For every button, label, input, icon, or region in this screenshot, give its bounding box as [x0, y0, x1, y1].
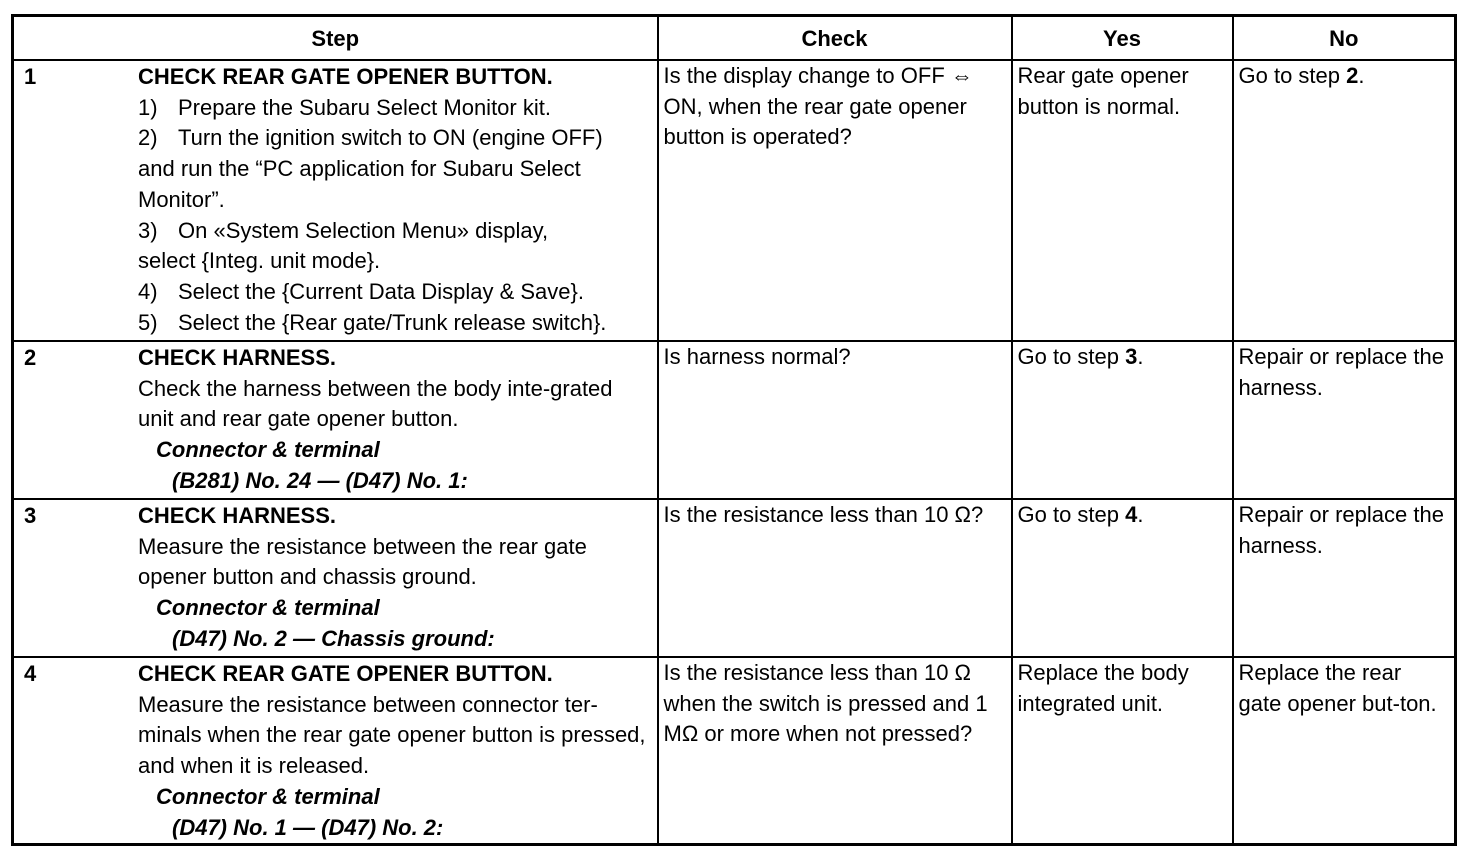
- step-title: CHECK REAR GATE OPENER BUTTON.: [138, 64, 553, 89]
- step-description: Check the harness between the body inte-grated unit and rear gate opener button.: [138, 375, 613, 432]
- goto-step-link: 3: [1125, 344, 1138, 369]
- step-instruction-cont: and run the “PC application for Subaru Select Monitor”.: [138, 156, 581, 212]
- step-title: CHECK HARNESS.: [138, 503, 337, 528]
- check-cell: Is the resistance less than 10 Ω?: [658, 499, 1012, 657]
- no-cell: Replace the rear gate opener but-ton.: [1233, 657, 1456, 845]
- yes-cell: Go to step 4.: [1012, 499, 1233, 657]
- header-no: No: [1233, 16, 1456, 61]
- header-yes: Yes: [1012, 16, 1233, 61]
- step-instruction: 4) Select the {Current Data Display & Save}.: [138, 278, 584, 304]
- no-cell: Go to step 2.: [1233, 60, 1456, 341]
- no-cell: Repair or replace the harness.: [1233, 341, 1456, 499]
- connector-value: (D47) No. 2 — Chassis ground:: [172, 625, 495, 651]
- check-cell: Is harness normal?: [658, 341, 1012, 499]
- step-number: 3: [24, 503, 37, 528]
- table-row: [13, 341, 1456, 499]
- step-instruction: 2) Turn the ignition switch to ON (engine OFF): [138, 125, 603, 151]
- table-header-row: [13, 16, 1456, 61]
- connector-label: Connector & terminal: [156, 437, 380, 463]
- step-description: Measure the resistance between the rear gate opener button and chassis ground.: [138, 533, 587, 590]
- header-check: Check: [658, 16, 1012, 61]
- step-cell: [13, 657, 658, 845]
- connector-value: (B281) No. 24 — (D47) No. 1:: [172, 467, 468, 493]
- step-cell: [13, 341, 658, 499]
- step-number: 2: [24, 345, 37, 370]
- step-instruction: 1) Prepare the Subaru Select Monitor kit.: [138, 94, 551, 120]
- step-number: 4: [24, 661, 37, 686]
- diagnostic-table: [11, 14, 1457, 846]
- connector-label: Connector & terminal: [156, 783, 380, 809]
- table-row: [13, 60, 1456, 341]
- table-row: [13, 657, 1456, 845]
- connector-value: (D47) No. 1 — (D47) No. 2:: [172, 814, 444, 840]
- table-row: [13, 499, 1456, 657]
- yes-cell: Replace the body integrated unit.: [1012, 657, 1233, 845]
- yes-cell: Rear gate opener button is normal.: [1012, 60, 1233, 341]
- check-cell: Is the display change to OFF ⇔ ON, when the rear gate opener button is operated?: [658, 60, 1012, 341]
- goto-step-link: 4: [1125, 502, 1138, 527]
- step-cell: [13, 60, 658, 341]
- connector-label: Connector & terminal: [156, 595, 380, 621]
- step-instruction-cont: select {Integ. unit mode}.: [138, 248, 381, 274]
- step-description: Measure the resistance between connector ter-minals when the rear gate opener button is pressed, and when it is released.: [138, 691, 646, 779]
- goto-step-link: 2: [1346, 63, 1359, 88]
- step-instruction: 5) Select the {Rear gate/Trunk release switch}.: [138, 309, 607, 335]
- step-title: CHECK HARNESS.: [138, 345, 337, 370]
- step-instruction: 3) On «System Selection Menu» display,: [138, 217, 549, 243]
- step-number: 1: [24, 64, 37, 89]
- check-cell: Is the resistance less than 10 Ω when the switch is pressed and 1 MΩ or more when not pressed?: [658, 657, 1012, 845]
- no-cell: Repair or replace the harness.: [1233, 499, 1456, 657]
- yes-cell: Go to step 3.: [1012, 341, 1233, 499]
- step-title: CHECK REAR GATE OPENER BUTTON.: [138, 661, 553, 686]
- step-cell: [13, 499, 658, 657]
- header-step: Step: [13, 16, 658, 61]
